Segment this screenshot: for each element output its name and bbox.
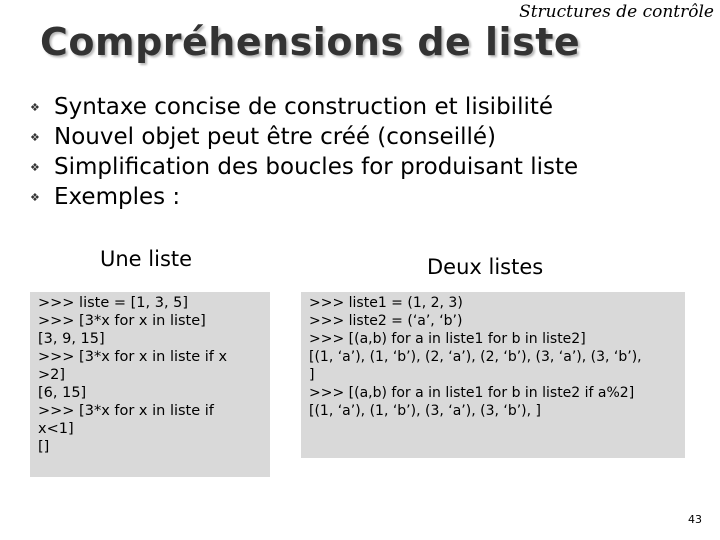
diamond-bullet-icon: ❖ <box>30 190 40 204</box>
diamond-bullet-icon: ❖ <box>30 130 40 144</box>
example-heading-one-list: Une liste <box>100 247 193 271</box>
slide-title: Compréhensions de liste <box>40 20 581 64</box>
bullet-item <box>30 122 578 152</box>
code-line: >>> [3*x for x in liste if x <box>38 349 228 365</box>
code-line: [(1, ‘a’), (1, ‘b’), (3, ‘a’), (3, ‘b’), ] <box>309 403 541 419</box>
code-line: [(1, ‘a’), (1, ‘b’), (2, ‘a’), (2, ‘b’), (3, ‘a’), (3, ‘b’), <box>309 349 642 365</box>
diamond-bullet-icon: ❖ <box>30 100 40 114</box>
section-label: Structures de contrôle <box>519 2 714 22</box>
diamond-bullet-icon: ❖ <box>30 160 40 174</box>
bullet-text: Syntaxe concise de construction et lisibilité <box>54 94 554 120</box>
bullet-item <box>30 92 578 122</box>
code-line: >>> [(a,b) for a in liste1 for b in liste2 if a%2] <box>309 385 635 401</box>
code-line: >>> [3*x for x in liste] <box>38 313 206 329</box>
bullet-text: Nouvel objet peut être créé (conseillé) <box>54 124 496 150</box>
code-line: x<1] <box>38 421 74 437</box>
bullet-list <box>30 92 578 212</box>
example-heading-two-lists: Deux listes <box>427 255 544 279</box>
code-line: >>> liste1 = (1, 2, 3) <box>309 295 463 311</box>
code-line: >2] <box>38 367 66 383</box>
bullet-item <box>30 152 578 182</box>
code-line: >>> liste2 = (‘a’, ‘b’) <box>309 313 463 329</box>
code-line: [] <box>38 439 50 455</box>
bullet-text: Simplification des boucles for produisant liste <box>54 154 579 180</box>
bullet-text: Exemples : <box>54 184 181 210</box>
code-line: [3, 9, 15] <box>38 331 105 347</box>
code-line: >>> [(a,b) for a in liste1 for b in liste2] <box>309 331 586 347</box>
code-line: [6, 15] <box>38 385 87 401</box>
bullet-item <box>30 182 578 212</box>
code-block-two-lists <box>301 292 685 458</box>
page-number: 43 <box>688 513 702 526</box>
code-line: >>> [3*x for x in liste if <box>38 403 214 419</box>
code-line: ] <box>309 367 315 383</box>
code-line: >>> liste = [1, 3, 5] <box>38 295 189 311</box>
code-block-one-list <box>30 292 270 477</box>
